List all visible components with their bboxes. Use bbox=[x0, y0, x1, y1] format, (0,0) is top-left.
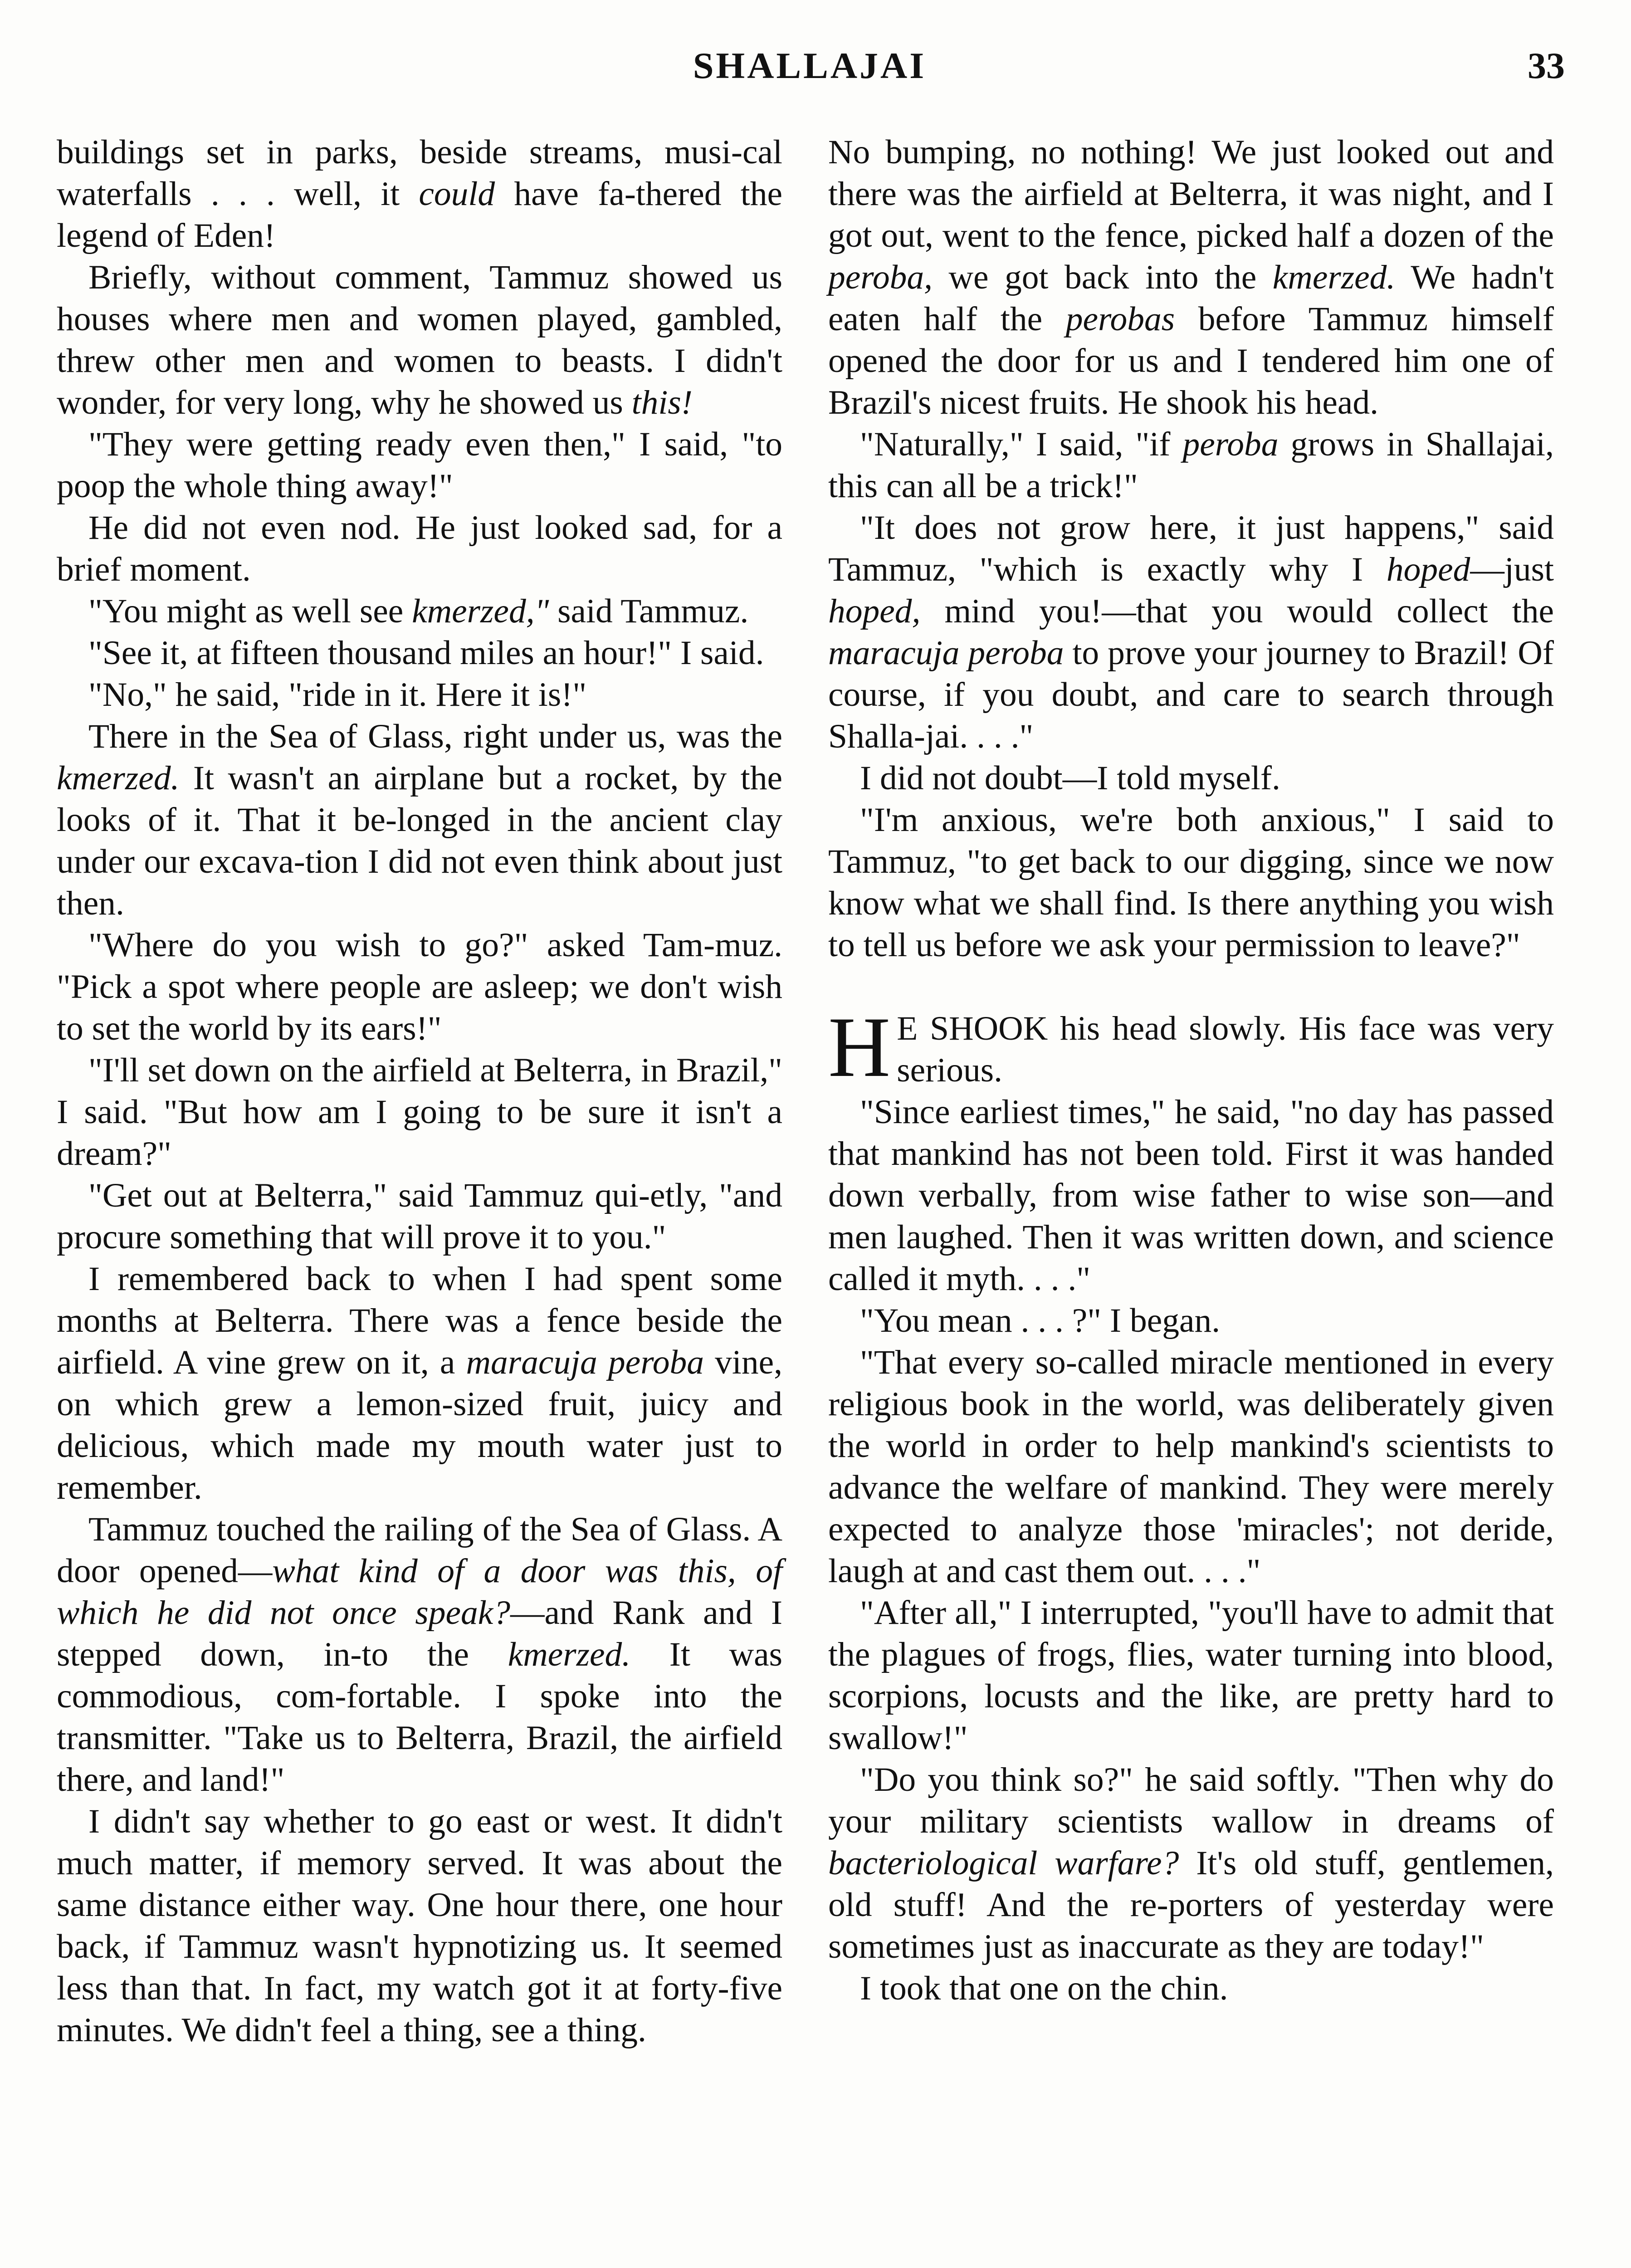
paragraph: "I'll set down on the airfield at Belterra, in Brazil," I said. "But how am I going to be sure it isn't a dream?" bbox=[57, 1051, 782, 1173]
section-opening-paragraph: H E SHOOK his head slowly. His face was very serious. bbox=[828, 1000, 1554, 1095]
paragraph: buildings set in parks, beside streams, musi-cal waterfalls . . . well, it could have fa-thered the legend of Eden! bbox=[57, 133, 782, 254]
paragraph: Briefly, without comment, Tammuz showed us houses where men and women played, gambled, threw other men and women to beasts. I didn't wonder, for very long, why he showed us this! bbox=[57, 259, 782, 421]
paragraph: I did not doubt—I told myself. bbox=[860, 759, 1280, 797]
paragraph: "Naturally," I said, "if peroba grows in Shallajai, this can all be a trick!" bbox=[828, 425, 1554, 505]
paragraph: I remembered back to when I had spent some months at Belterra. There was a fence beside the airfield. A vine grew on it, a maracuja peroba vine, on which grew a lemon-sized fruit, juicy and delicious, which made my mouth water just to remember. bbox=[57, 1260, 782, 1506]
paragraph: "They were getting ready even then," I said, "to poop the whole thing away!" bbox=[57, 425, 782, 505]
paragraph: There in the Sea of Glass, right under us, was the kmerzed. It wasn't an airplane but a rocket, by the looks of it. That it be-longed in the ancient clay under our excava-tion I did not even think about just then. bbox=[57, 718, 782, 922]
paragraph: "That every so-called miracle mentioned in every religious book in the world, was deliberately given the world in order to help mankind's scientists to advance the welfare of mankind. They were merely expected to analyze those 'miracles'; not deride, laugh at and cast them out. . . ." bbox=[828, 1344, 1554, 1590]
paragraph: "Since earliest times," he said, "no day has passed that mankind has not been told. First it was handed down verbally, from wise father to wise son—and men laughed. Then it was written down, and science called it myth. . . ." bbox=[828, 1093, 1554, 1298]
paragraph: Tammuz touched the railing of the Sea of Glass. A door opened—what kind of a door was this, of which he did not once speak?—and Rank and I stepped down, in-to the kmerzed. It was commodious, com-fortable. I spoke into the transmitter. "Take us to Belterra, Brazil, the airfield there, and land!" bbox=[57, 1510, 782, 1799]
paragraph: "I'm anxious, we're both anxious," I said to Tammuz, "to get back to our digging, since we now know what we shall find. Is there anything you wish to tell us before we ask your permission to leave?" bbox=[828, 801, 1554, 964]
paragraph: "See it, at fifteen thousand miles an hour!" I said. bbox=[88, 634, 764, 672]
paragraph: No bumping, no nothing! We just looked out and there was the airfield at Belterra, it was night, and I got out, went to the fence, picked half a dozen of the peroba, we got back into the kmerzed. We hadn't eaten half the perobas before Tammuz himself opened the door for us and I tendered him one of Brazil's nicest fruits. He shook his head. bbox=[828, 133, 1554, 421]
running-head bbox=[54, 41, 1565, 91]
paragraph: "After all," I interrupted, "you'll have to admit that the plagues of frogs, flies, water turning into blood, scorpions, locusts and the like, are pretty hard to swallow!" bbox=[828, 1594, 1554, 1757]
left-column bbox=[57, 132, 782, 2051]
paragraph: "Where do you wish to go?" asked Tam-muz. "Pick a spot where people are asleep; we don't wish to set the world by its ears!" bbox=[57, 926, 782, 1047]
drop-cap: H bbox=[828, 1000, 891, 1095]
paragraph: "No," he said, "ride in it. Here it is!" bbox=[88, 676, 587, 714]
right-column bbox=[828, 132, 1554, 2009]
paragraph: "Get out at Belterra," said Tammuz qui-etly, "and procure something that will prove it to you." bbox=[57, 1177, 782, 1256]
page-title: SHALLAJAI bbox=[693, 45, 927, 86]
paragraph: "Do you think so?" he said softly. "Then why do your military scientists wallow in dreams of bacteriological warfare? It's old stuff, gentlemen, old stuff! And the re-porters of yesterday were sometimes just as inaccurate as they are today!" bbox=[828, 1761, 1554, 1965]
paragraph: "You might as well see kmerzed," said Tammuz. bbox=[88, 592, 749, 630]
page-number: 33 bbox=[1528, 45, 1565, 86]
paragraph: I didn't say whether to go east or west. It didn't much matter, if memory served. It was about the same distance either way. One hour there, one hour back, if Tammuz wasn't hypnotizing us. It seemed less than that. In fact, my watch got it at forty-five minutes. We didn't feel a thing, see a thing. bbox=[57, 1803, 782, 2049]
paragraph: I took that one on the chin. bbox=[860, 1970, 1228, 2007]
paragraph: "It does not grow here, it just happens," said Tammuz, "which is exactly why I hoped—just hoped, mind you!—that you would collect the maracuja peroba to prove your journey to Brazil! Of course, if you doubt, and care to search through Shalla-jai. . . ." bbox=[828, 509, 1554, 755]
paragraph: He did not even nod. He just looked sad, for a brief moment. bbox=[57, 509, 782, 588]
paragraph: "You mean . . . ?" I began. bbox=[860, 1302, 1221, 1339]
